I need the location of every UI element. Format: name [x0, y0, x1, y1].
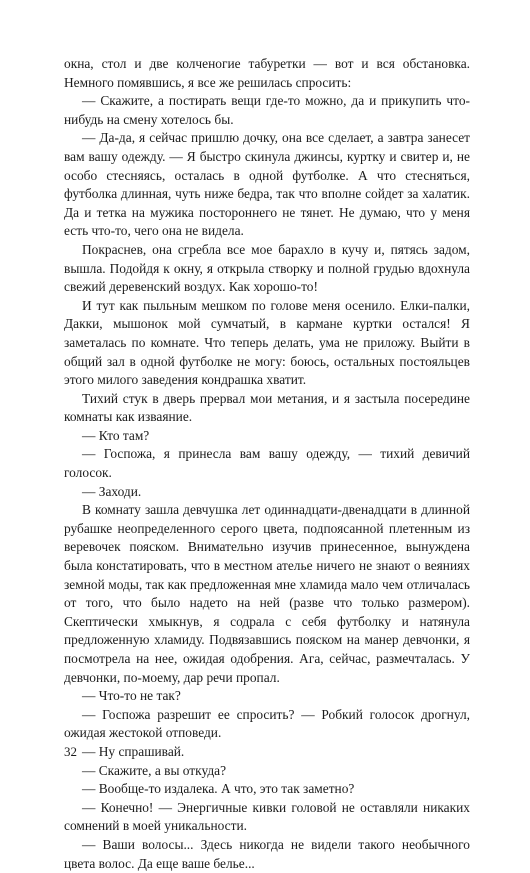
- paragraph: Тихий стук в дверь прервал мои метания, и я застыла посередине комнаты как изваяние.: [64, 390, 470, 425]
- paragraph: — Госпожа разрешит ее спросить? — Робкий голосок дрогнул, ожидая жестокой отповеди.: [64, 706, 470, 741]
- paragraph: — Что-то не так?: [82, 688, 181, 704]
- paragraph: В комнату зашла девчушка лет одиннадцати-двенадцати в длинной рубашке неопределенного серого цвета, подпоясанной плетенным из веревочек пояском. Внимательно изучив принесенное, вынуждена была констатировать, что в местном ателье ничего не знают о веяниях земной моды, так как предложенная мне хламида мало чем отличалась от того, что было надето на ней (разве что только размером). Скептически хмыкнув, я содрала с себя футболку и натянула предложенную хламиду. Подвязавшись пояском на манер девчонки, я посмотрела на нее, ожидая одобрения. Ага, сейчас, размечталась. У девчонки, по-моему, дар речи пропал.: [64, 502, 470, 685]
- paragraph: окна, стол и две колченогие табуретки — вот и вся обстановка. Немного помявшись, я все же решилась спросить:: [64, 56, 470, 90]
- paragraph: — Скажите, а вы откуда?: [82, 762, 227, 778]
- paragraph: — Ну спрашивай.: [82, 743, 185, 759]
- paragraph: И тут как пыльным мешком по голове меня осенило. Елки-палки, Дакки, мышонок мой сумчатый, в кармане куртки остался! Я заметалась по комнате. Что теперь делать, ума не приложу. Выйти в общий зал в одной футболке не могу: боюсь, остальных постояльцев этого милого заведения кондрашка хватит.: [64, 297, 470, 388]
- paragraph: — Ваши волосы... Здесь никогда не видели такого необычного цвета волос. Да еще ваше белье...: [64, 836, 470, 871]
- page-number: 32: [64, 744, 77, 759]
- paragraph: — Скажите, а постирать вещи где-то можно, да и прикупить что-нибудь на смену хотелось бы.: [64, 93, 470, 127]
- book-page: [64, 55, 470, 871]
- paragraph: Покраснев, она сгребла все мое барахло в кучу и, пятясь задом, вышла. Подойдя к окну, я открыла створку и полной грудью вдохнула свежий деревенский воздух. Как хорошо-то!: [64, 241, 470, 295]
- page-text: [64, 55, 470, 873]
- paragraph: — Конечно! — Энергичные кивки головой не оставляли никаких сомнений в моей уникальности.: [64, 799, 470, 834]
- paragraph: — Заходи.: [82, 483, 142, 499]
- paragraph: — Кто там?: [82, 427, 150, 443]
- paragraph: — Госпожа, я принесла вам вашу одежду, — тихий девичий голосок.: [64, 446, 470, 481]
- paragraph: — Вообще-то издалека. А что, это так заметно?: [82, 781, 355, 797]
- paragraph: — Да-да, я сейчас пришлю дочку, она все сделает, а завтра занесет вам вашу одежду. — Я быстро скинула джинсы, куртку и свитер и, не особо стесняясь, осталась в одной футболке. А что стесняться, футболка длинная, чуть ниже бедра, так что вполне сойдет за халатик. Да и тетка на мужика постороннего не тянет. Не думаю, что у меня есть что-то, чего она не видела.: [64, 130, 470, 239]
